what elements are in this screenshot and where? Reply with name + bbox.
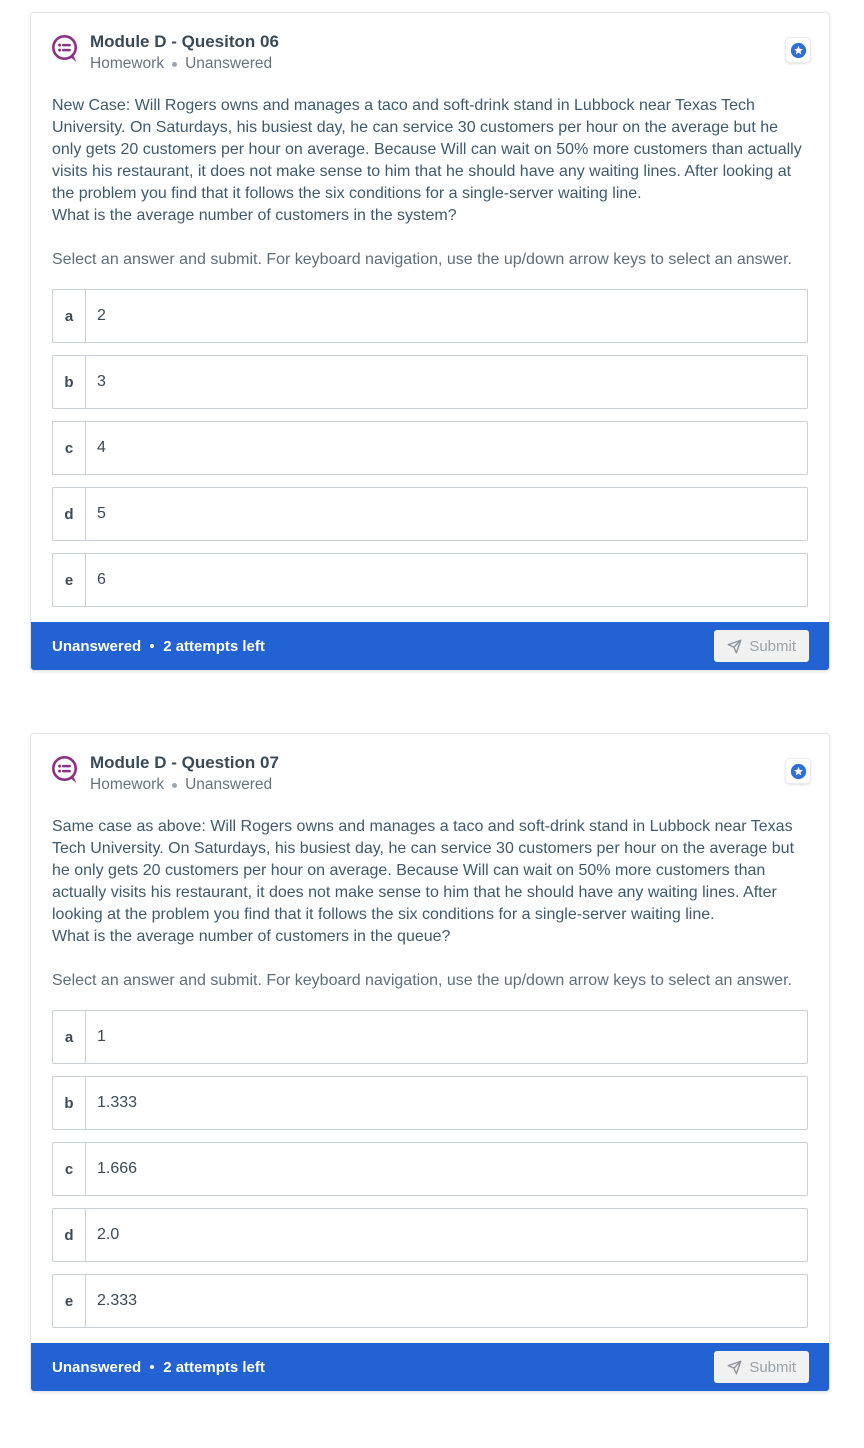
option-text: 2.0 [97, 1226, 120, 1243]
status-label: Unanswered [185, 776, 273, 793]
attempts-left-label: 2 attempts left [163, 1358, 265, 1376]
answer-option-e[interactable] [52, 553, 808, 607]
option-text: 2 [97, 307, 106, 324]
question-card-07 [30, 733, 830, 1392]
submit-label: Submit [749, 1358, 796, 1376]
option-letter: c [53, 422, 86, 474]
answer-option-b[interactable] [52, 1076, 808, 1130]
answer-instructions: Select an answer and submit. For keyboard navigation, use the up/down arrow keys to select an answer. [52, 251, 792, 268]
option-text: 5 [97, 505, 106, 522]
card-gap [0, 671, 864, 733]
card-body [31, 95, 829, 622]
header-text [90, 31, 279, 75]
option-letter: b [53, 1077, 86, 1129]
discussion-bubble-icon [49, 754, 81, 786]
card-header [31, 734, 829, 796]
footer-status-label: Unanswered [52, 1358, 142, 1376]
question-paragraph: Same case as above: Will Rogers owns and manages a taco and soft-drink stand in Lubbock near Texas Tech University. On Saturdays, his busiest day, he can service 30 customers per hour on the average but he only gets 20 customers per hour on average. Because Will can wait on 50% more customers than actually visits his restaurant, it does not make sense to him that he should have any waiting lines. After looking at the problem you find that it follows the six conditions for a single-server waiting line. [52, 818, 795, 923]
option-text: 6 [97, 571, 106, 588]
option-text: 3 [97, 373, 106, 390]
star-circle-button[interactable] [785, 37, 811, 63]
dot-separator [150, 644, 154, 648]
attempts-left-label: 2 attempts left [163, 637, 265, 655]
paper-plane-icon [727, 1360, 742, 1375]
option-text: 4 [97, 439, 106, 456]
option-text: 1 [97, 1028, 106, 1045]
submit-button[interactable] [714, 1351, 809, 1383]
question-paragraph: New Case: Will Rogers owns and manages a taco and soft-drink stand in Lubbock near Texas Tech University. On Saturdays, his busiest day, he can service 30 customers per hour on the average but he only gets 20 customers per hour on average. Because Will can wait on 50% more customers than actually visits his restaurant, it does not make sense to him that he should have any waiting lines. After looking at the problem you find that it follows the six conditions for a single-server waiting line. [52, 97, 802, 202]
dot-separator [150, 1365, 154, 1369]
paper-plane-icon [727, 639, 742, 654]
question-prompt: What is the average number of customers in the system? [52, 207, 457, 224]
answer-instructions: Select an answer and submit. For keyboard navigation, use the up/down arrow keys to select an answer. [52, 972, 792, 989]
option-letter: d [53, 1209, 86, 1261]
answer-option-a[interactable] [52, 289, 808, 343]
option-text: 1.333 [97, 1094, 138, 1111]
assignment-type-label: Homework [90, 776, 165, 793]
question-title: Module D - Quesiton 06 [90, 32, 279, 51]
star-circle-icon [790, 42, 807, 59]
answer-option-c[interactable] [52, 1142, 808, 1196]
answer-option-e[interactable] [52, 1274, 808, 1328]
footer-status [52, 638, 265, 655]
option-letter: a [53, 1011, 86, 1063]
answer-option-a[interactable] [52, 1010, 808, 1064]
option-letter: b [53, 356, 86, 408]
card-footer-bar [31, 1343, 829, 1391]
submit-label: Submit [749, 637, 796, 655]
option-letter: c [53, 1143, 86, 1195]
dot-separator [172, 783, 177, 788]
star-circle-icon [790, 763, 807, 780]
answer-options-list [52, 289, 808, 607]
option-letter: a [53, 290, 86, 342]
question-text [52, 816, 808, 948]
header-text [90, 752, 279, 796]
option-letter: e [53, 554, 86, 606]
star-circle-button[interactable] [785, 758, 811, 784]
question-card-06 [30, 12, 830, 671]
question-subtitle [90, 53, 279, 75]
card-body [31, 816, 829, 1343]
option-letter: e [53, 1275, 86, 1327]
option-text: 1.666 [97, 1160, 138, 1177]
question-title: Module D - Question 07 [90, 753, 279, 772]
card-header [31, 13, 829, 75]
status-label: Unanswered [185, 55, 273, 72]
submit-button[interactable] [714, 630, 809, 662]
answer-option-d[interactable] [52, 1208, 808, 1262]
answer-option-b[interactable] [52, 355, 808, 409]
question-prompt: What is the average number of customers in the queue? [52, 928, 451, 945]
assignment-type-label: Homework [90, 55, 165, 72]
card-footer-bar [31, 622, 829, 670]
footer-status [52, 1359, 265, 1376]
answer-option-c[interactable] [52, 421, 808, 475]
answer-options-list [52, 1010, 808, 1328]
option-letter: d [53, 488, 86, 540]
answer-option-d[interactable] [52, 487, 808, 541]
option-text: 2.333 [97, 1292, 138, 1309]
discussion-bubble-icon [49, 33, 81, 65]
dot-separator [172, 62, 177, 67]
question-text [52, 95, 808, 227]
footer-status-label: Unanswered [52, 637, 142, 655]
question-subtitle [90, 774, 279, 796]
